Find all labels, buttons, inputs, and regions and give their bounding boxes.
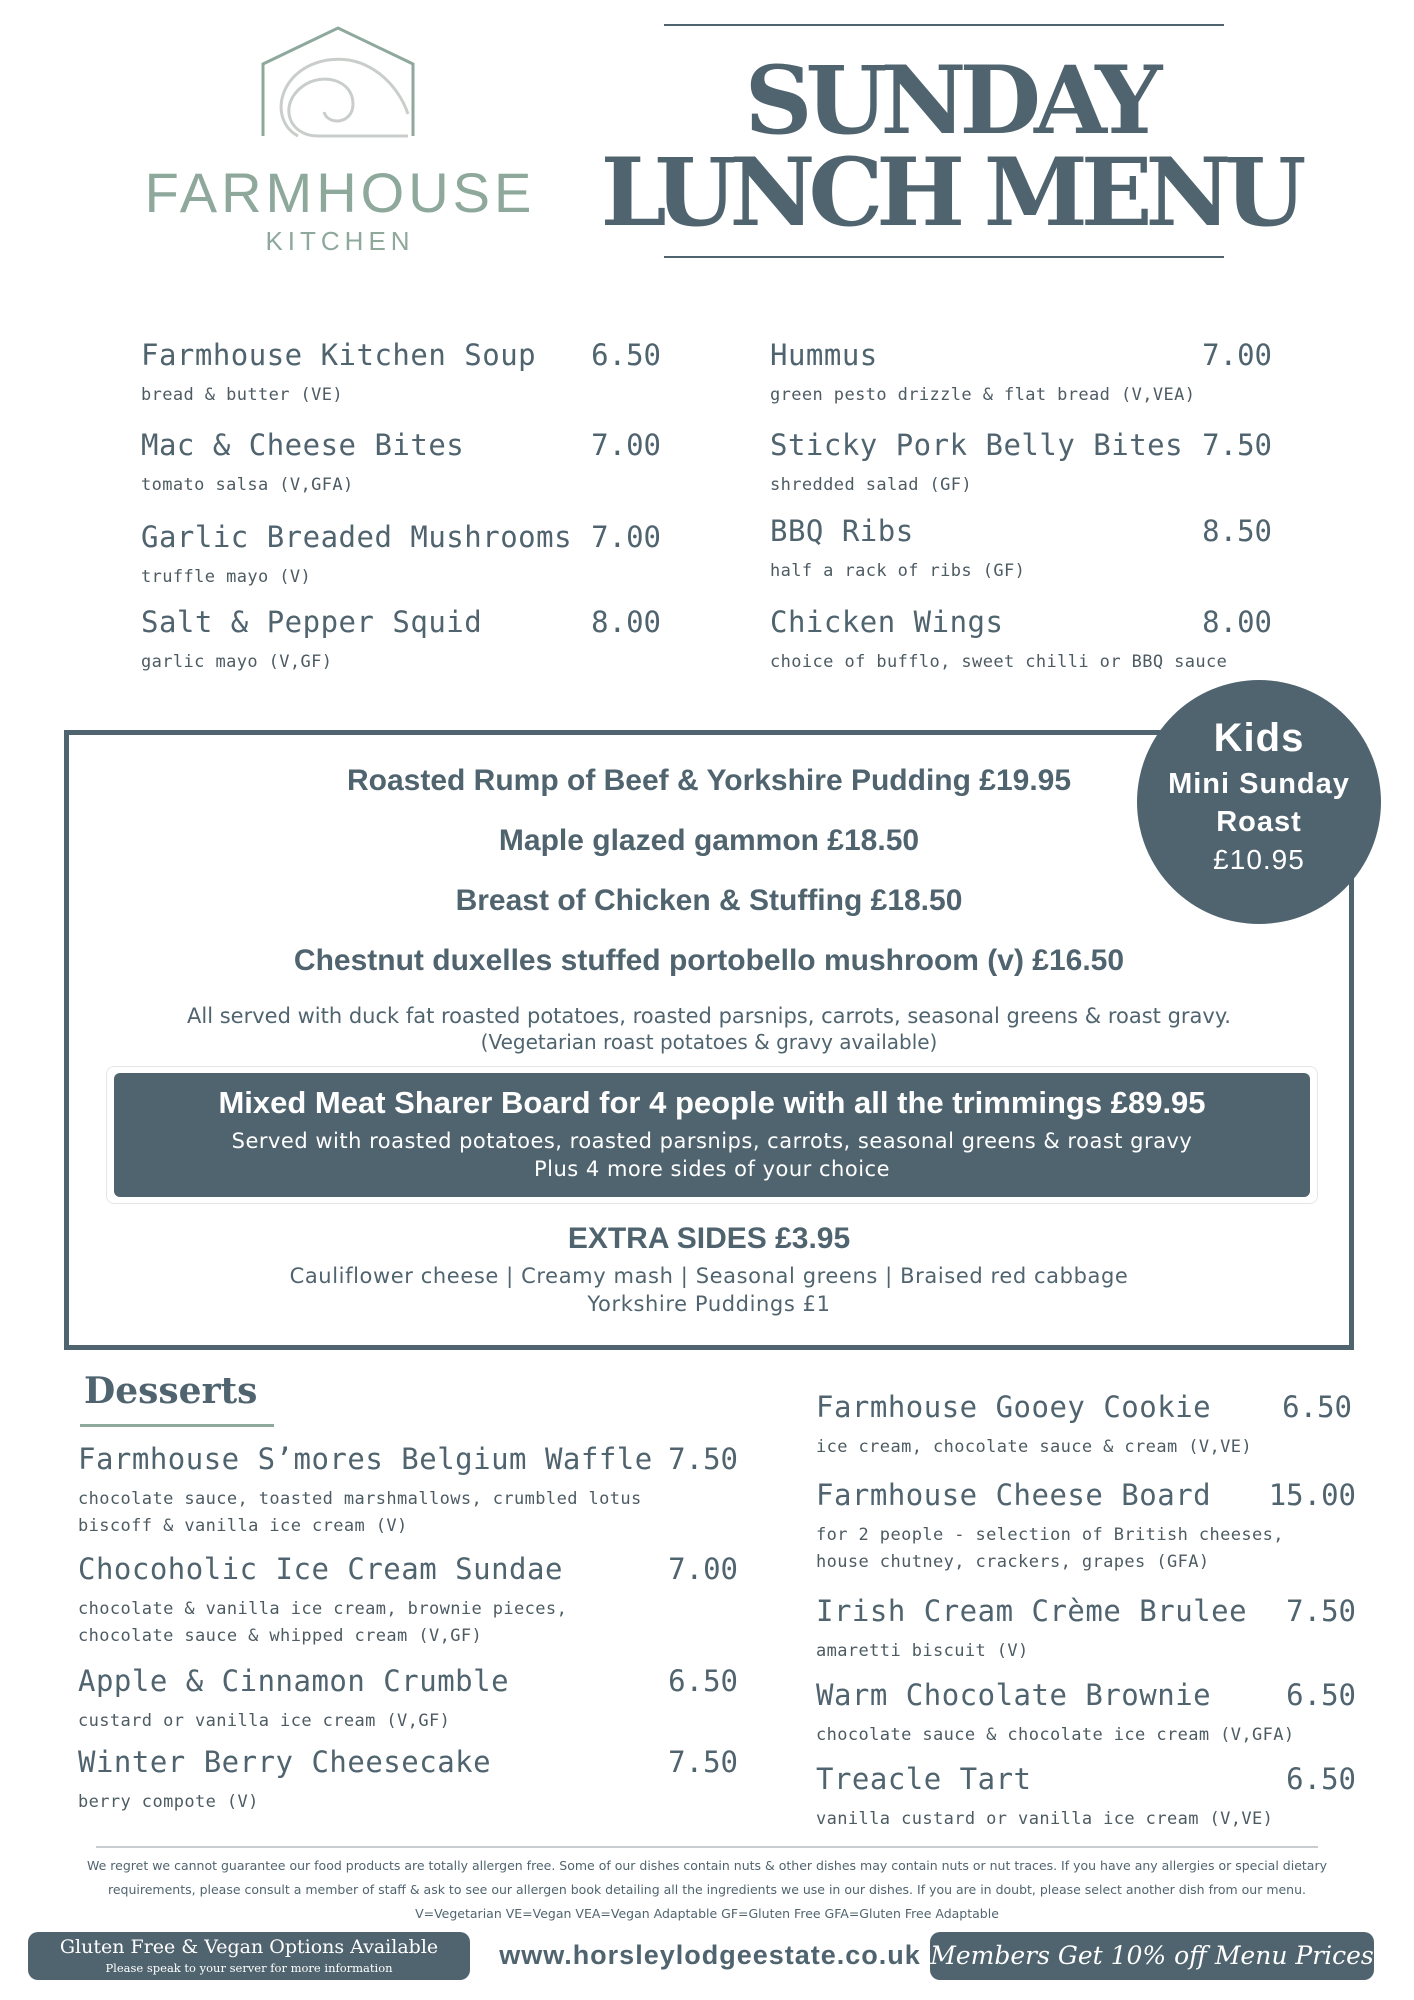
item-name: Farmhouse Gooey Cookie [816,1390,1212,1424]
main-item: Roasted Rump of Beef & Yorkshire Pudding £19.95 [346,764,1072,797]
kids-badge [1137,680,1381,924]
sharer-description: Served with roasted potatoes, roasted parsnips, carrots, seasonal greens & roast gravy [231,1129,1193,1153]
item-price: 7.00 [591,428,661,462]
item-price: 8.00 [1202,605,1272,639]
desserts-heading: Desserts [84,1370,258,1412]
item-name: Sticky Pork Belly Bites [770,428,1184,462]
item-name: Mac & Cheese Bites [141,428,465,462]
item-price: 7.00 [668,1552,738,1586]
farmhouse-logo-mark [258,24,418,144]
extra-sides-list: Yorkshire Puddings £1 [587,1292,831,1316]
item-name: Chicken Wings [770,605,1004,639]
allergen-notice: requirements, please consult a member of staff & ask to see our allergen book detailing all the ingredients we use in our dishes. If you are in doubt, please select another dish from our menu. [107,1882,1307,1897]
desserts-underline [80,1424,274,1427]
item-price: 6.50 [668,1664,738,1698]
item-description: chocolate sauce & chocolate ice cream (V,GFA) [816,1725,1295,1745]
kids-title: Kids [1213,716,1305,760]
item-description: chocolate sauce, toasted marshmallows, crumbled lotus [78,1489,642,1509]
item-price: 15.00 [1268,1478,1356,1512]
kids-item: Mini Sunday [1168,768,1350,800]
served-with-note: All served with duck fat roasted potatoes, roasted parsnips, carrots, seasonal greens & roast gravy. [187,1004,1231,1028]
kids-price: £10.95 [1213,844,1305,875]
gluten-free-banner [28,1932,470,1980]
item-price: 7.00 [1202,338,1272,372]
item-name: Farmhouse Kitchen Soup [141,338,537,372]
title-rule-top [664,24,1224,26]
item-description: bread & butter (VE) [141,385,344,405]
sharer-description: Plus 4 more sides of your choice [534,1157,890,1181]
item-price: 7.50 [668,1442,738,1476]
item-name: Treacle Tart [816,1762,1032,1796]
gluten-free-subtitle: Please speak to your server for more information [105,1961,393,1975]
item-name: Warm Chocolate Brownie [816,1678,1212,1712]
item-price: 6.50 [1286,1762,1356,1796]
extra-sides-list: Cauliflower cheese | Creamy mash | Seasonal greens | Braised red cabbage [289,1264,1129,1288]
item-description: biscoff & vanilla ice cream (V) [78,1516,408,1536]
brand-name: FARMHOUSE [144,161,536,224]
dietary-legend: V=Vegetarian VE=Vegan VEA=Vegan Adaptable GF=Gluten Free GFA=Gluten Free Adaptable [415,1906,999,1921]
item-description: tomato salsa (V,GFA) [141,475,354,495]
members-offer-text: Members Get 10% off Menu Prices [930,1941,1374,1970]
sharer-title: Mixed Meat Sharer Board for 4 people with all the trimmings £89.95 [218,1085,1206,1120]
item-description: truffle mayo (V) [141,567,312,587]
item-description: green pesto drizzle & flat bread (V,VEA) [770,385,1196,405]
item-description: shredded salad (GF) [770,475,973,495]
item-description: choice of bufflo, sweet chilli or BBQ sauce [770,652,1228,672]
item-description: for 2 people - selection of British cheeses, [816,1525,1284,1545]
item-description: berry compote (V) [78,1792,259,1812]
item-description: garlic mayo (V,GF) [141,652,333,672]
main-item: Breast of Chicken & Stuffing £18.50 [455,884,963,917]
item-description: amaretti biscuit (V) [816,1641,1029,1661]
item-name: Farmhouse Cheese Board [816,1478,1212,1512]
item-price: 7.50 [668,1745,738,1779]
item-name: Garlic Breaded Mushrooms [141,520,573,554]
sharer-board-banner [114,1073,1310,1197]
main-item: Chestnut duxelles stuffed portobello mushroom (v) £16.50 [293,944,1125,977]
item-price: 6.50 [591,338,661,372]
gluten-free-title: Gluten Free & Vegan Options Available [59,1936,439,1958]
item-description: house chutney, crackers, grapes (GFA) [816,1552,1210,1572]
allergen-notice: We regret we cannot guarantee our food products are totally allergen free. Some of our dishes contain nuts & other dishes may contain nuts or nut traces. If you have any allergies or special dietary [86,1858,1327,1873]
item-description: half a rack of ribs (GF) [770,561,1026,581]
item-description: chocolate sauce & whipped cream (V,GF) [78,1626,483,1646]
title-rule-bottom [664,256,1224,258]
item-name: Salt & Pepper Squid [141,605,483,639]
item-price: 8.00 [591,605,661,639]
item-price: 7.50 [1202,428,1272,462]
page-title-line2: LUNCH MENU [600,138,1300,248]
footer-divider [96,1846,1318,1848]
item-price: 7.50 [1286,1594,1356,1628]
extra-sides-title: EXTRA SIDES £3.95 [567,1222,851,1255]
item-description: chocolate & vanilla ice cream, brownie pieces, [78,1599,568,1619]
item-description: custard or vanilla ice cream (V,GF) [78,1711,451,1731]
item-price: 6.50 [1282,1390,1352,1424]
item-price: 7.00 [591,520,661,554]
item-name: BBQ Ribs [770,514,914,548]
item-name: Apple & Cinnamon Crumble [78,1664,510,1698]
members-offer-banner [930,1932,1374,1980]
item-description: vanilla custard or vanilla ice cream (V,VE) [816,1809,1274,1829]
kids-item: Roast [1216,806,1302,838]
item-name: Farmhouse S’mores Belgium Waffle [78,1442,653,1476]
vegetarian-note: (Vegetarian roast potatoes & gravy available) [480,1030,938,1054]
website-link[interactable]: www.horsleylodgeestate.co.uk [499,1940,921,1970]
item-price: 6.50 [1286,1678,1356,1712]
item-name: Chocoholic Ice Cream Sundae [78,1552,563,1586]
page-title-line1: SUNDAY [744,46,1156,156]
item-name: Hummus [770,338,878,372]
main-item: Maple glazed gammon £18.50 [498,824,920,857]
item-price: 8.50 [1202,514,1272,548]
item-description: ice cream, chocolate sauce & cream (V,VE) [816,1437,1253,1457]
brand-subtitle: KITCHEN [265,226,415,256]
item-name: Irish Cream Crème Brulee [816,1594,1248,1628]
item-name: Winter Berry Cheesecake [78,1745,492,1779]
